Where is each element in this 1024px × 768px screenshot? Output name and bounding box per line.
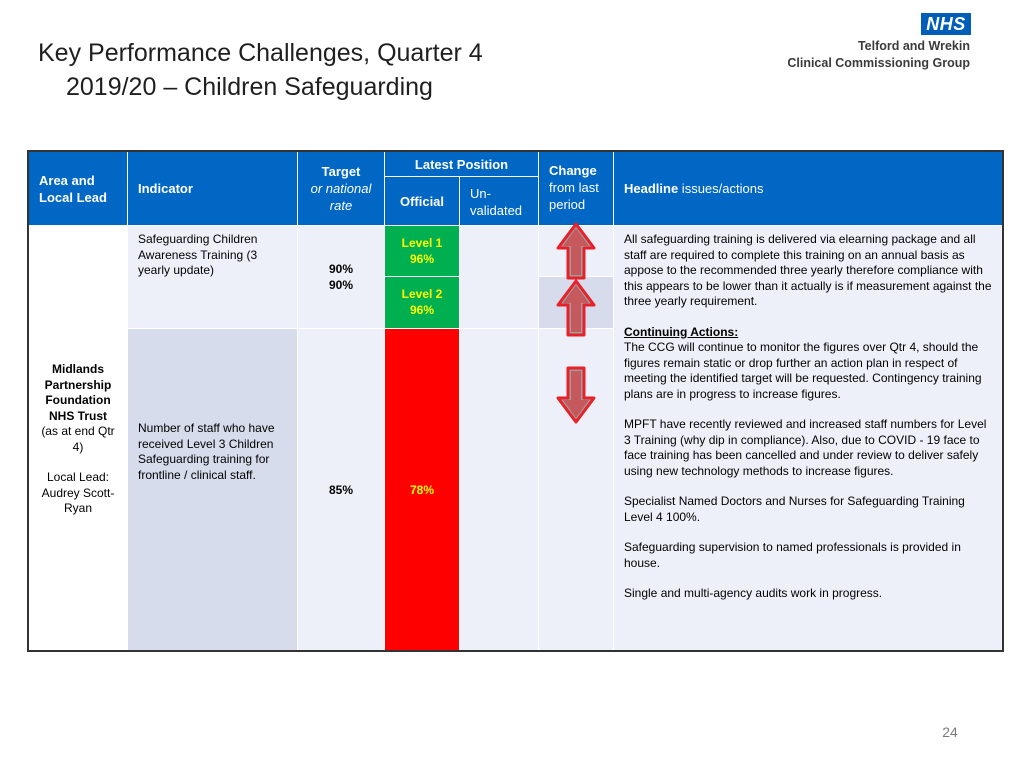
row1-target-2: 90% [328,277,354,292]
header-target-line-3: rate [329,198,353,213]
header-headline-bold: Headline [624,181,679,196]
area-cell [29,226,127,650]
header-headline-rest: issues/actions [678,181,764,196]
header-area [29,152,127,225]
row2-indicator-text: Number of staff who have received Level 3 Children Safeguarding training for frontline / clinical staff. [138,421,275,482]
header-target [298,152,384,225]
headline-paragraph-6: Single and multi-agency audits work in progress. [624,586,883,600]
headline-paragraph-2: The CCG will continue to monitor the figures over Qtr 4, should the figures remain static or drop further an action plan in respect of meeting the identified target will be requested. Contingency training plans are in progress to increase figures. [624,340,982,401]
headline-paragraph-4: Specialist Named Doctors and Nurses for Safeguarding Training Level 4 100%. [624,494,965,524]
local-lead-name: Audrey Scott-Ryan [41,485,115,515]
provider-line-2: Partnership [44,377,112,392]
header-area-line-1: Area and [39,173,95,188]
row1-target-1: 90% [328,262,354,276]
row2-target-value: 85% [328,483,354,497]
header-indicator-label: Indicator [138,181,193,196]
header-change-line-1: Change [549,163,597,178]
level2-label: Level 2 [401,287,443,301]
header-official-label: Official [399,194,445,209]
header-target-line-1: Target [321,164,361,179]
headline-cell [614,226,1002,650]
provider-line-1: Midlands [51,362,104,376]
reporting-period: (as at end Qtr 4) [41,424,115,454]
headline-paragraph-5: Safeguarding supervision to named professionals is provided in house. [624,540,961,570]
row1-official-level1 [385,226,459,276]
header-change-line-3: period [549,197,586,212]
row1-unvalidated [460,226,538,328]
org-name-line-1: Telford and Wrekin [857,39,970,53]
level1-label: Level 1 [401,236,443,250]
title-line-2: 2019/20 – Children Safeguarding [66,73,433,101]
header-unvalidated-line-2: validated [470,203,523,218]
header-unvalidated-line-1: Un- [470,186,491,201]
header-latest-position-label: Latest Position [414,157,509,172]
row1-indicator [128,226,297,328]
page-number: 24 [942,724,958,740]
row2-unvalidated [460,329,538,650]
header-headline [614,152,1002,225]
row2-indicator [128,329,297,650]
row2-target [298,329,384,650]
local-lead-label: Local Lead: [46,470,110,484]
headline-paragraph-3: MPFT have recently reviewed and increased staff numbers for Level 3 Training (why dip in compliance). Also, due to COVID - 19 face to face training has been cancelled and under review to deliver safely using new technology methods to increase figures. [624,417,987,478]
header-unvalidated [460,177,538,225]
header-official [385,177,459,225]
row1-official-level2 [385,277,459,328]
provider-line-4: NHS Trust [48,408,107,423]
arrow-up-icon [556,279,596,337]
header-indicator [128,152,297,225]
headline-paragraph-1: All safeguarding training is delivered via elearning package and all staff are required to complete this training on an annual basis as appose to the recommended three yearly therefore compliance with this appears to be lower than it actually is if measurement against the three yearly requirement. [624,232,992,308]
header-change [539,152,613,225]
row2-official [385,329,459,650]
header-target-line-2: or national [310,181,372,196]
header-change-line-2: from last [549,180,599,195]
nhs-logo: NHS [921,13,971,35]
header-area-line-2: Local Lead [39,190,107,205]
provider-line-3: Foundation [45,393,111,407]
level2-value: 96% [409,302,435,317]
arrow-up-icon [556,222,596,280]
row1-target [298,226,384,328]
title-line-1: Key Performance Challenges, Quarter 4 [38,39,483,67]
row1-indicator-text: Safeguarding Children Awareness Training (3 yearly update) [138,232,258,277]
arrow-down-icon [556,366,596,424]
level1-value: 96% [409,251,435,266]
provider-name [29,362,127,424]
row2-official-value: 78% [409,483,435,497]
header-latest-position [385,152,538,176]
continuing-actions-heading: Continuing Actions: [624,324,739,339]
org-name-line-2: Clinical Commissioning Group [787,56,970,70]
